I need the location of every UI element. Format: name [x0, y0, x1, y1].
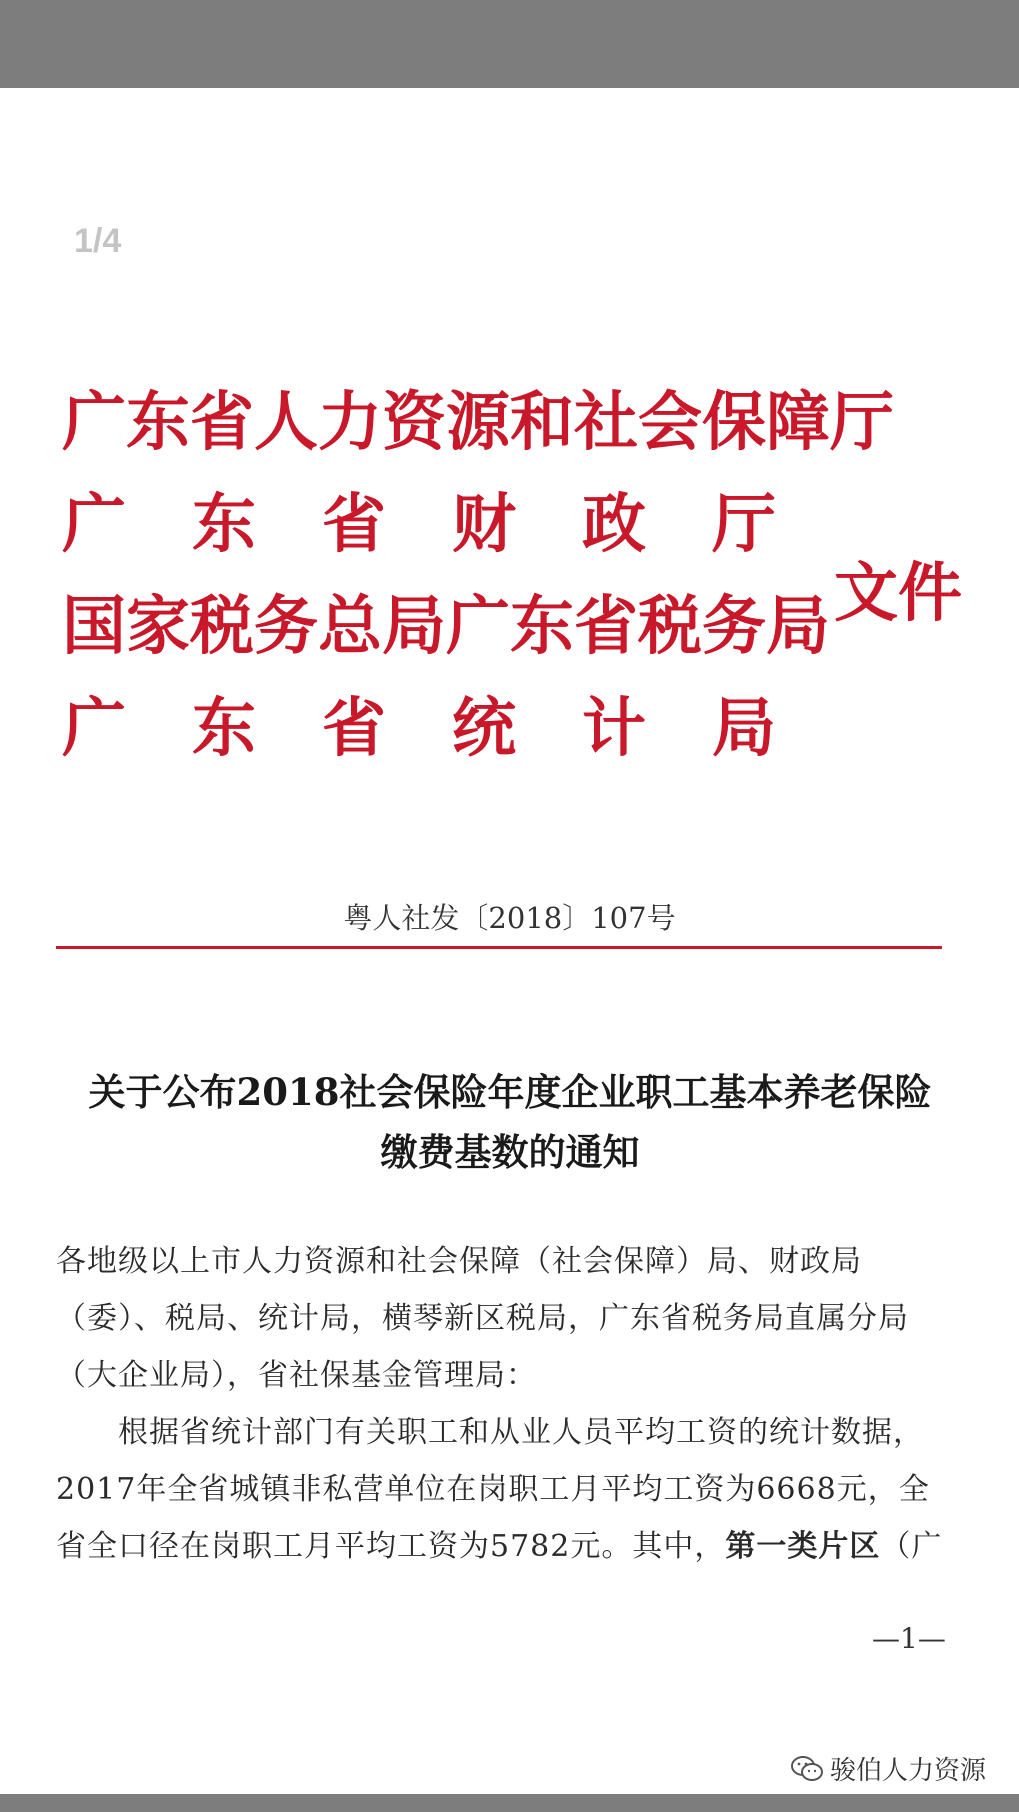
issuer-4: 广东省统计局 — [62, 692, 842, 766]
paragraph-1-bold: 第一类片区 — [725, 1529, 881, 1564]
top-bar — [0, 0, 1019, 88]
wechat-icon — [790, 1755, 824, 1783]
document-title — [40, 1062, 980, 1182]
addressee: 各地级以上市人力资源和社会保障（社会保障）局、财政局（委）、税局、统计局，横琴新区税局，广东省税务局直属分局（大企业局），省社保基金管理局： — [56, 1244, 909, 1393]
document-number: 粤人社发〔2018〕107号 — [343, 901, 676, 935]
issuer-1: 广东省人力资源和社会保障厅 — [62, 386, 894, 460]
title-line-2: 缴费基数的通知 — [380, 1130, 640, 1174]
paragraph-1-text: 根据省统计部门有关职工和从业人员平均工资的统计数据，2017年全省城镇非私营单位在岗职工月平均工资为6668元，全省全口径在岗职工月平均工资为5782元。其中， — [56, 1415, 930, 1564]
document-body — [56, 1233, 946, 1575]
bottom-bar — [0, 1794, 1019, 1812]
letterhead-suffix: 文件 — [834, 557, 962, 631]
letterhead-issuers — [62, 372, 894, 780]
page-number-footer: —1— — [872, 1622, 946, 1655]
paragraph-1-end: （广 — [880, 1529, 943, 1564]
watermark-text: 骏伯人力资源 — [830, 1756, 987, 1786]
paragraph-1 — [56, 1404, 946, 1575]
red-divider — [56, 946, 942, 949]
issuer-2: 广东省财政厅 — [62, 488, 842, 562]
watermark — [790, 1750, 986, 1787]
page-indicator: 1/4 — [74, 222, 122, 260]
title-line-1: 关于公布2018社会保险年度企业职工基本养老保险 — [88, 1070, 932, 1114]
issuer-3: 国家税务总局广东省税务局 — [62, 590, 830, 664]
